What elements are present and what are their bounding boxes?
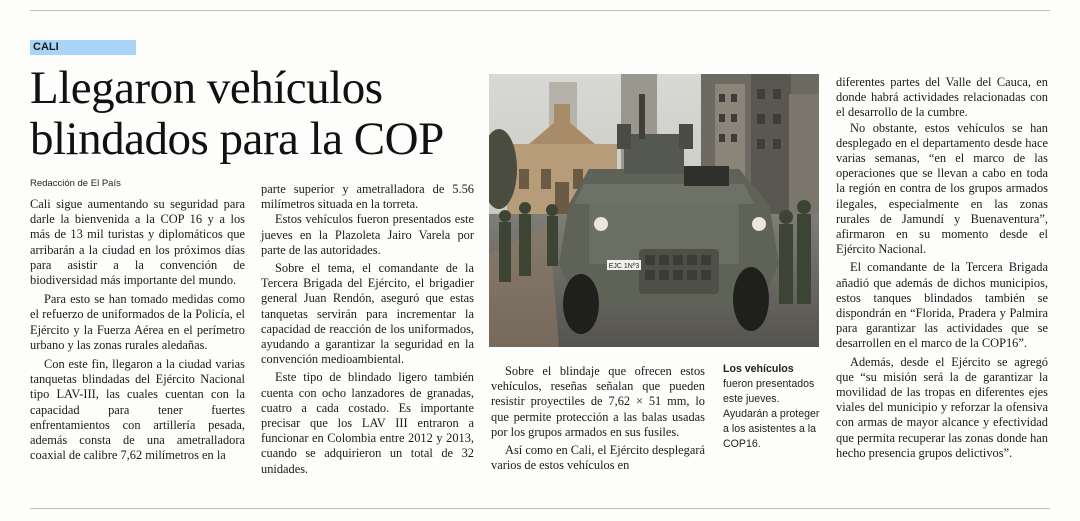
article-photo — [489, 74, 819, 347]
paragraph: Este tipo de blindado ligero también cuenta con ocho lanzadores de granadas, cuatro a cada costado. Es importante precisar que los LAV III entraron a funcionar en Colombia entre 2012 y 2013, cuando se adquirieron un total de 32 unidades. — [261, 370, 474, 476]
armored-vehicle-photo — [489, 74, 819, 347]
paragraph: Además, desde el Ejército se agregó que “su misión será la de garantizar la movilidad de las tropas en diferentes ejes viales del municipio y reforzar la ofensiva con armas de mayor alcance y efectividad que permita recuperar las zonas donde han hecho presencia grupos delictivos”. — [836, 354, 1048, 460]
paragraph: Así como en Cali, el Ejército desplegará varios de estos vehículos en — [491, 443, 705, 473]
byline: Redacción de El País — [30, 178, 121, 189]
paragraph: diferentes partes del Valle del Cauca, en donde habrá actividades relacionadas con el desarrollo de la cumbre. — [836, 75, 1048, 120]
paragraph: Sobre el tema, el comandante de la Tercera Brigada del Ejército, el brigadier general Juan Rendón, aseguró que estas tanquetas servirán para incrementar la capacidad de reacción de los uniformados, ayudando a garantizar la seguridad en la convención medioambiental. — [261, 261, 474, 367]
article-column-4 — [836, 75, 1048, 461]
paragraph: Cali sigue aumentando su seguridad para darle la bienvenida a la COP 16 y a los más de 13 mil turistas y diplomáticos que arribarán a la ciudad en los próximos días para asistir a la convención de biodiversidad más importante del mundo. — [30, 197, 245, 288]
article-column-1 — [30, 197, 245, 463]
caption-lead: Los vehículos — [723, 363, 794, 375]
paragraph: Con este fin, llegaron a la ciudad varias tanquetas blindadas del Ejército Nacional tipo LAV-III, las cuales cuentan con la capacidad para tener fuertes enfrentamientos con artillería pesada, además consta de una ametralladora coaxial de calibre 7,62 milímetros en la — [30, 357, 245, 463]
paragraph: No obstante, estos vehículos se han desplegado en el departamento desde hace varias semanas, “en el marco de las operaciones que se llevan a cabo en toda la región en contra de los grupos armados ilegales, especialmente en las zonas rurales de Jamundí y Buenaventura”, afirmaron en su momento desde el Ejército Nacional. — [836, 120, 1048, 257]
paragraph: El comandante de la Tercera Brigada añadió que además de dichos municipios, estos tanques blindados también se dispondrán en “Florida, Pradera y Palmira para garantizar las actividades que se desarrollen en el marco de la COP16”. — [836, 260, 1048, 351]
top-rule — [30, 10, 1050, 11]
paragraph: Estos vehículos fueron presentados este jueves en la Plazoleta Jairo Varela por parte de las autoridades. — [261, 212, 474, 257]
paragraph: parte superior y ametralladora de 5.56 milímetros situada en la torreta. — [261, 182, 474, 212]
vehicle-plate: EJC 1Nº3 — [608, 263, 640, 270]
headline — [30, 63, 490, 165]
headline-line-1: Llegaron vehículos — [30, 62, 383, 114]
caption-text: fueron presentados este jueves. Ayudarán a proteger a los asistentes a la COP16. — [723, 378, 820, 450]
photo-caption — [723, 362, 821, 452]
paragraph: Sobre el blindaje que ofrecen estos vehículos, reseñas señalan que pueden resistir proyectiles de 7,62 × 51 mm, lo que permite protección a las balas usadas por los grupos armados en sus fusiles. — [491, 364, 705, 439]
paragraph: Para esto se han tomado medidas como el refuerzo de uniformados de la Policía, el Ejército y la Fuerza Aérea en el perímetro urbano y las zonas rurales aledañas. — [30, 292, 245, 352]
article-column-2 — [261, 182, 474, 477]
article-column-3 — [491, 364, 705, 473]
headline-line-2: blindados para la COP — [30, 113, 444, 165]
bottom-rule — [30, 508, 1050, 509]
section-tag: CALI — [30, 40, 136, 55]
